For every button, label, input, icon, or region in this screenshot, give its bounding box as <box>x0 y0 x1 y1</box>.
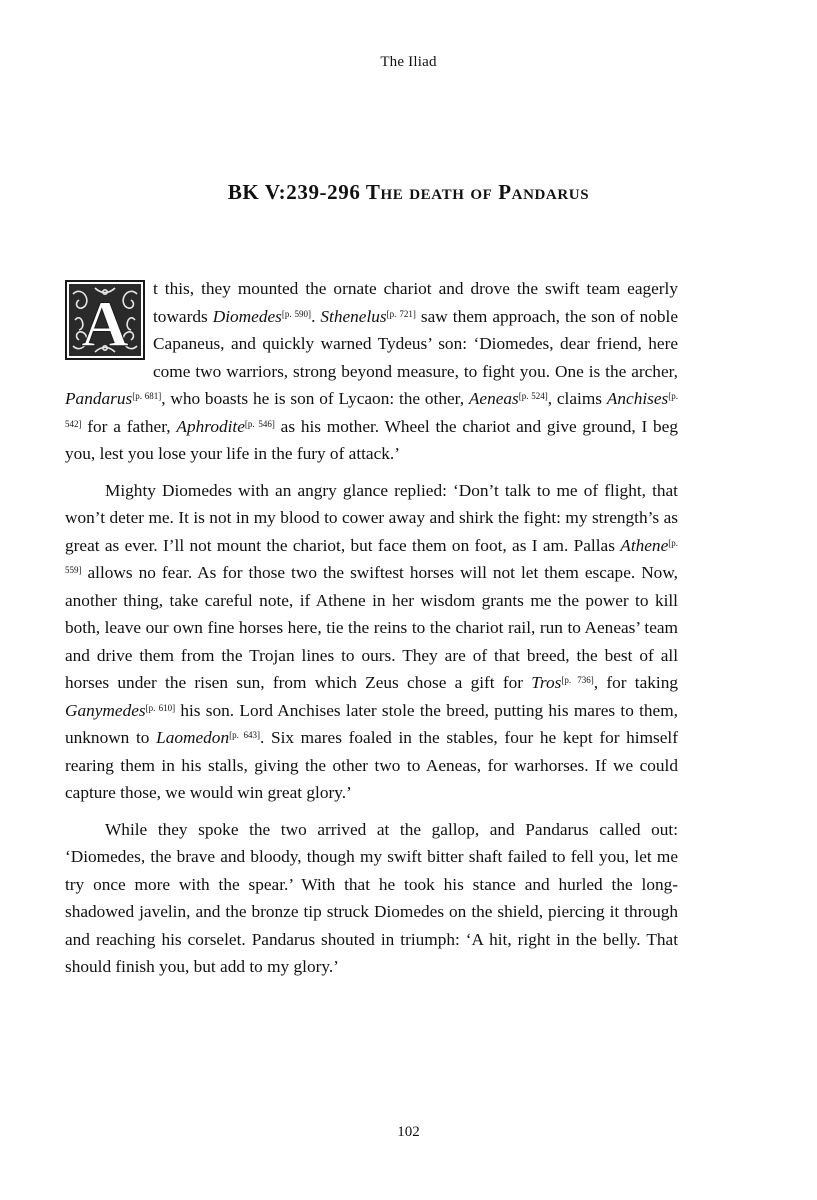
name-reference: Ganymedes <box>65 700 146 720</box>
text-run: . <box>311 306 321 326</box>
paragraph <box>65 477 678 807</box>
text-run: for a father, <box>81 416 177 436</box>
page-reference: [p. 559] <box>65 537 678 575</box>
dropcap-art <box>65 280 145 360</box>
name-reference: Athene <box>620 535 669 555</box>
text-run: , for taking <box>593 673 678 692</box>
text-run: saw them approach, the son of noble Capaneus, and quickly warned Tydeus’ son: ‘Diomedes, dear friend, here come two warriors, strong beyond measure, to fight you. One is the archer, <box>153 306 678 381</box>
name-reference: Pandarus <box>65 389 133 408</box>
text-run: , claims <box>547 389 607 408</box>
text-run: allows no fear. As for those two the swiftest horses will not let them escape. Now, another thing, take careful note, if Athene in her wisdom grants me the power to kill both, leave our own fine horses here, tie the reins to the chariot rail, run to Aeneas’ team and drive them from the Trojan lines to ours. They are of that breed, the best of all horses under the risen sun, from which Zeus chose a gift for <box>65 563 678 692</box>
name-reference: Sthenelus <box>320 306 387 326</box>
name-reference: Diomedes <box>212 306 282 326</box>
page-reference: [p. 590] <box>281 308 312 319</box>
chapter-title: BK V:239-296 The death of Pandarus <box>227 180 590 204</box>
page-reference: [p. 546] <box>244 418 275 429</box>
paragraph <box>65 816 678 981</box>
paragraph <box>65 275 678 468</box>
body-text <box>65 275 678 981</box>
page-reference: [p. 736] <box>561 675 594 685</box>
text-run: t this, they mounted the ornate chariot and drove the swift team eagerly towards <box>153 279 678 326</box>
name-reference: Anchises <box>606 389 669 408</box>
text-run: , who boasts he is son of Lycaon: the other, <box>161 389 469 408</box>
page-reference: [p. 681] <box>132 391 162 401</box>
text-run: his son. Lord Anchises later stole the breed, putting his mares to them, unknown to <box>65 700 678 747</box>
text-run: . Six mares foaled in the stables, four he kept for himself rearing them in his stalls, giving the other two to Aeneas, for warhorses. If we could capture those, we would win great glory.’ <box>65 728 678 802</box>
name-reference: Tros <box>531 673 562 692</box>
dropcap-letter: A <box>81 288 129 360</box>
page-reference: [p. 524] <box>518 391 548 401</box>
page-reference: [p. 721] <box>386 308 416 319</box>
running-head: The Iliad <box>380 54 437 70</box>
page-reference: [p. 643] <box>229 730 260 740</box>
name-reference: Laomedon <box>156 728 230 747</box>
ornamental-initial-icon <box>65 280 145 360</box>
text-run: as his mother. Wheel the chariot and give ground, I beg you, lest you lose your life in the fury of attack.’ <box>65 416 678 463</box>
text-run: While they spoke the two arrived at the gallop, and Pandarus called out: ‘Diomedes, the brave and bloody, though my swift bitter shaft failed to fell you, let me try once more with the spear.’ With that he took his stance and hurled the long-shadowed javelin, and the bronze tip struck Diomedes on the shield, piercing it through and reaching his corselet. Pandarus shouted in triumph: ‘A hit, right in the belly. That should finish you, but add to my glory.’ <box>65 819 678 976</box>
name-reference: Aphrodite <box>176 416 245 436</box>
name-reference: Aeneas <box>468 389 519 408</box>
page-reference: [p. 542] <box>65 391 679 429</box>
text-run: Mighty Diomedes with an angry glance replied: ‘Don’t talk to me of flight, that won’t deter me. It is not in my blood to cower away and shirk the fight: my strength’s as great as ever. I’ll not mount the chariot, but face them on foot, as I am. Pallas <box>65 480 678 555</box>
page-reference: [p. 610] <box>145 702 176 713</box>
page-number: 102 <box>397 1124 420 1140</box>
